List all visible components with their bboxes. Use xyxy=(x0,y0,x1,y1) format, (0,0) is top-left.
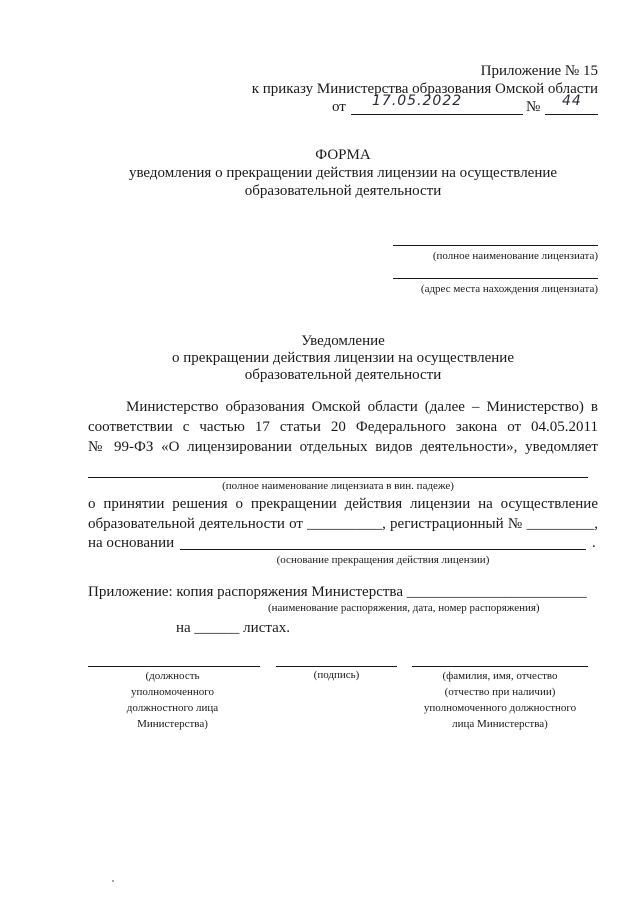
attachment-line: Приложение: копия распоряжения Министерства ________________________ xyxy=(88,584,587,600)
date-underline xyxy=(351,114,523,115)
attachment-sheets: на ______ листах. xyxy=(176,620,291,636)
form-subtitle-line1: уведомления о прекращении действия лицензии на осуществление xyxy=(128,165,558,181)
basis-caption: (основание прекращения действия лицензии) xyxy=(276,554,490,566)
appendix-number: Приложение № 15 xyxy=(480,63,598,79)
number-underline xyxy=(545,114,598,115)
notice-title: Уведомление xyxy=(301,333,385,349)
number-prefix: № xyxy=(526,99,541,115)
handwritten-date: 17.05.2022 xyxy=(372,93,463,109)
attachment-caption: (наименование распоряжения, дата, номер распоряжения) xyxy=(268,602,540,614)
licensee-address-caption: (адрес места нахождения лицензиата) xyxy=(420,283,598,295)
handwritten-number: 44 xyxy=(562,93,582,109)
licensee-accusative-caption: (полное наименование лицензиата в вин. падеже) xyxy=(222,480,454,492)
body-line-6-suffix: . xyxy=(592,535,596,551)
body-line-5: образовательной деятельности от __________, регистрационный № _________, xyxy=(88,516,598,532)
notice-subtitle-line1: о прекращении действия лицензии на осуществление xyxy=(172,350,514,366)
form-subtitle-line2: образовательной деятельности xyxy=(244,183,442,199)
position-caption: (должность уполномоченного должностного лица Министерства) xyxy=(126,670,219,730)
date-prefix: от xyxy=(332,99,346,115)
signature-line xyxy=(276,666,397,667)
basis-line xyxy=(180,549,586,550)
full-name-line xyxy=(412,666,588,667)
licensee-name-caption: (полное наименование лицензиата) xyxy=(432,250,598,262)
licensee-accusative-line xyxy=(88,477,588,478)
licensee-name-line xyxy=(393,245,598,246)
position-line xyxy=(88,666,260,667)
scan-speck xyxy=(112,880,114,882)
licensee-address-line xyxy=(393,278,598,279)
notice-subtitle-line2: образовательной деятельности xyxy=(244,367,442,383)
body-line-4: о принятии решения о прекращении действия лицензии на осуществление xyxy=(88,496,598,512)
body-line-6-prefix: на основании xyxy=(88,535,175,551)
form-title: ФОРМА xyxy=(315,147,371,163)
signature-caption: (подпись) xyxy=(313,669,360,681)
body-line-3: № 99-ФЗ «О лицензировании отдельных видов деятельности», уведомляет xyxy=(88,439,598,455)
body-line-1: Министерство образования Омской области (далее – Министерство) в xyxy=(126,399,598,415)
order-reference: к приказу Министерства образования Омской области xyxy=(251,81,598,97)
body-line-2: соответствии с частью 17 статьи 20 Федерального закона от 04.05.2011 xyxy=(88,419,598,435)
full-name-caption: (фамилия, имя, отчество (отчество при наличии) уполномоченного должностного лица Министерства) xyxy=(423,670,577,730)
